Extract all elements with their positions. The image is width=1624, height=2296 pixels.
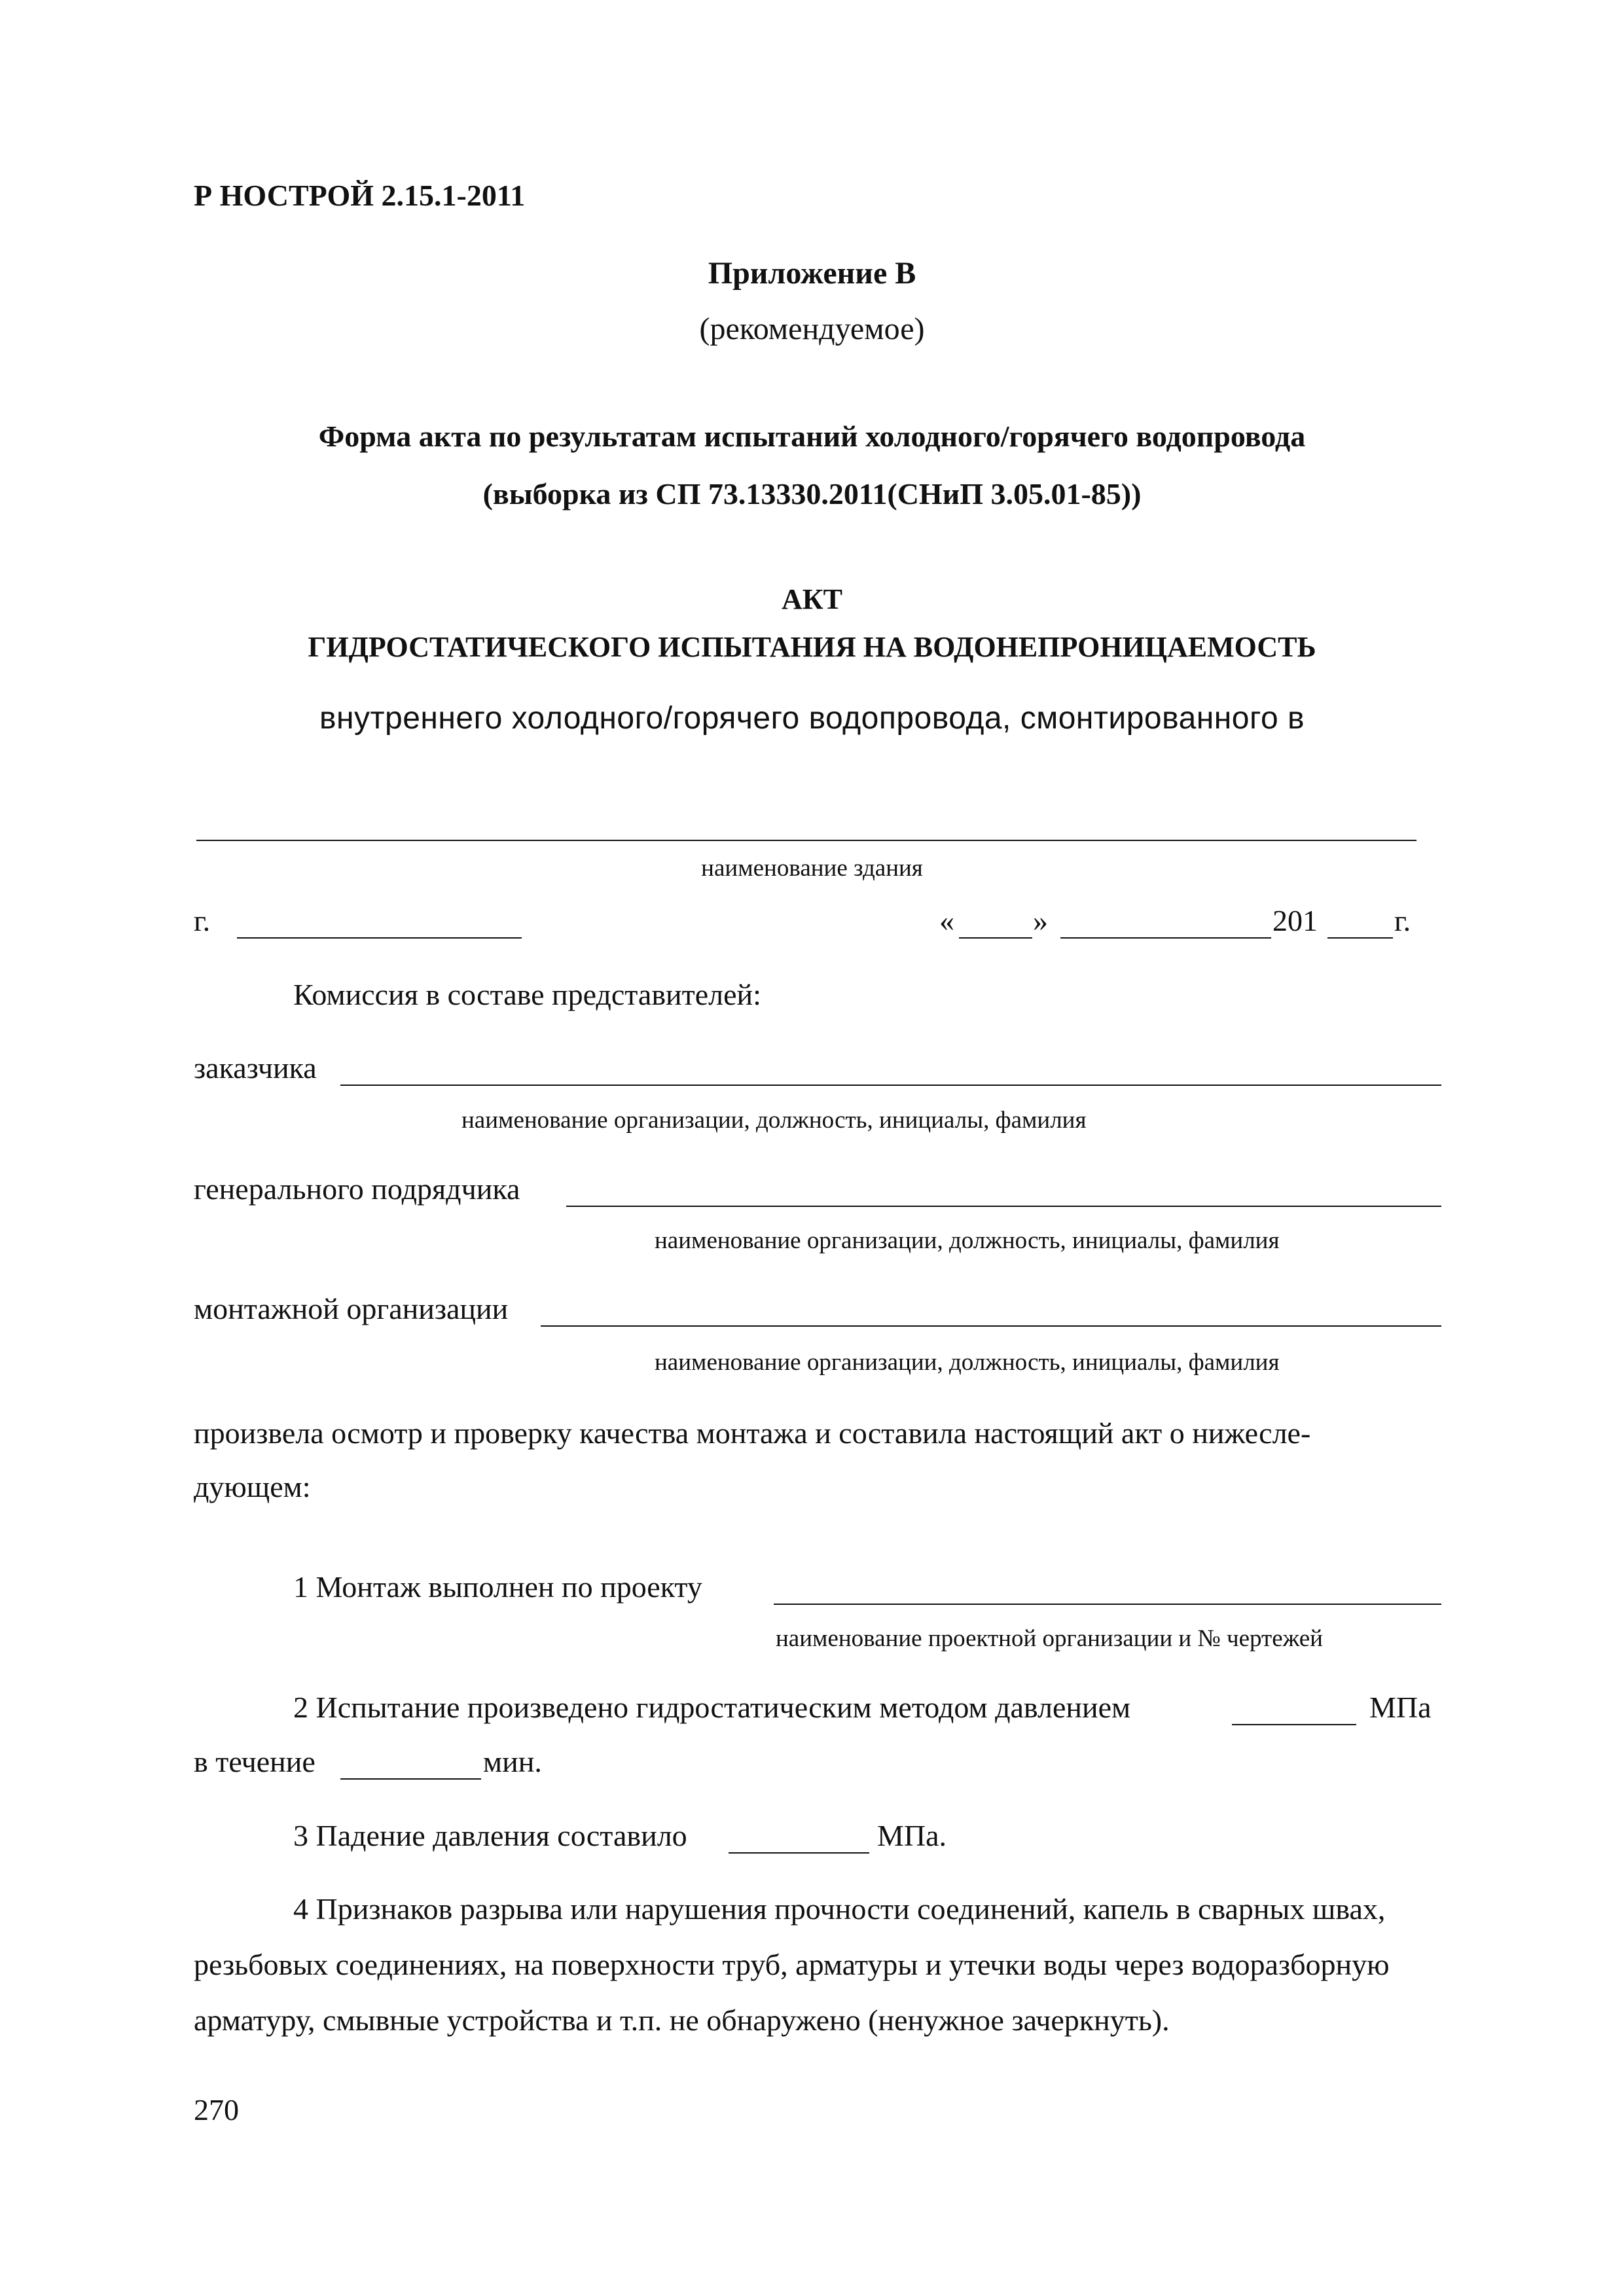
item3-unit: МПа. — [877, 1819, 947, 1852]
customer-caption: наименование организации, должность, инициалы, фамилия — [461, 1107, 1087, 1134]
mounting-org-line[interactable] — [541, 1325, 1441, 1327]
page-number: 270 — [194, 2093, 239, 2126]
city-line[interactable] — [237, 937, 522, 939]
appendix-subtitle: (рекомендуемое) — [699, 312, 925, 346]
act-name: ГИДРОСТАТИЧЕСКОГО ИСПЫТАНИЯ НА ВОДОНЕПРОНИЦАЕМОСТЬ — [308, 631, 1316, 663]
general-contractor-line[interactable] — [566, 1206, 1441, 1207]
building-name-caption: наименование здания — [701, 855, 923, 882]
commission-intro: Комиссия в составе представителей: — [293, 978, 761, 1011]
item1-text: 1 Монтаж выполнен по проекту — [293, 1570, 702, 1604]
duration-line[interactable] — [340, 1778, 481, 1780]
general-contractor-caption: наименование организации, должность, инициалы, фамилия — [655, 1227, 1280, 1254]
general-contractor-label: генерального подрядчика — [194, 1172, 520, 1206]
item2-unit: МПа — [1369, 1691, 1432, 1724]
item4-line3: арматуру, смывные устройства и т.п. не обнаружено (ненужное зачеркнуть). — [194, 2003, 1170, 2037]
item3-text: 3 Падение давления составило — [293, 1819, 687, 1852]
item4-line1: 4 Признаков разрыва или нарушения прочности соединений, капель в сварных швах, — [293, 1892, 1386, 1926]
building-name-line[interactable] — [196, 840, 1416, 841]
year-suffix: г. — [1394, 904, 1411, 937]
date-close-quote: » — [1033, 904, 1048, 937]
form-subtitle: (выборка из СП 73.13330.2011(СНиП 3.05.01-85)) — [482, 477, 1142, 511]
day-line[interactable] — [959, 937, 1032, 939]
inspection-paragraph-line1: произвела осмотр и проверку качества монтажа и составила настоящий акт о нижесле- — [194, 1416, 1311, 1450]
year-line[interactable] — [1327, 937, 1393, 939]
project-caption: наименование проектной организации и № чертежей — [776, 1625, 1323, 1652]
pressure-line[interactable] — [1232, 1724, 1356, 1725]
pressure-drop-line[interactable] — [729, 1852, 869, 1854]
inspection-paragraph-line2: дующем: — [194, 1470, 311, 1503]
customer-label: заказчика — [194, 1051, 317, 1085]
mounting-org-label: монтажной организации — [194, 1292, 509, 1325]
year-prefix: 201 — [1272, 904, 1318, 937]
item2-text: 2 Испытание произведено гидростатическим методом давлением — [293, 1691, 1131, 1724]
customer-line[interactable] — [340, 1085, 1441, 1086]
mounting-org-caption: наименование организации, должность, инициалы, фамилия — [655, 1349, 1280, 1376]
form-title: Форма акта по результатам испытаний холодного/горячего водопровода — [318, 420, 1306, 453]
document-code: Р НОСТРОЙ 2.15.1-2011 — [194, 179, 526, 212]
project-line[interactable] — [774, 1604, 1441, 1605]
item2-duration-prefix: в течение — [194, 1745, 316, 1778]
city-prefix: г. — [194, 904, 211, 937]
month-line[interactable] — [1060, 937, 1271, 939]
date-open-quote: « — [939, 904, 954, 937]
item4-line2: резьбовых соединениях, на поверхности труб, арматуры и утечки воды через водоразборную — [194, 1948, 1390, 1981]
act-heading: АКТ — [781, 583, 843, 615]
appendix-title: Приложение В — [708, 256, 916, 291]
item2-duration-unit: мин. — [483, 1745, 542, 1778]
act-description: внутреннего холодного/горячего водопровода, смонтированного в — [319, 701, 1305, 736]
